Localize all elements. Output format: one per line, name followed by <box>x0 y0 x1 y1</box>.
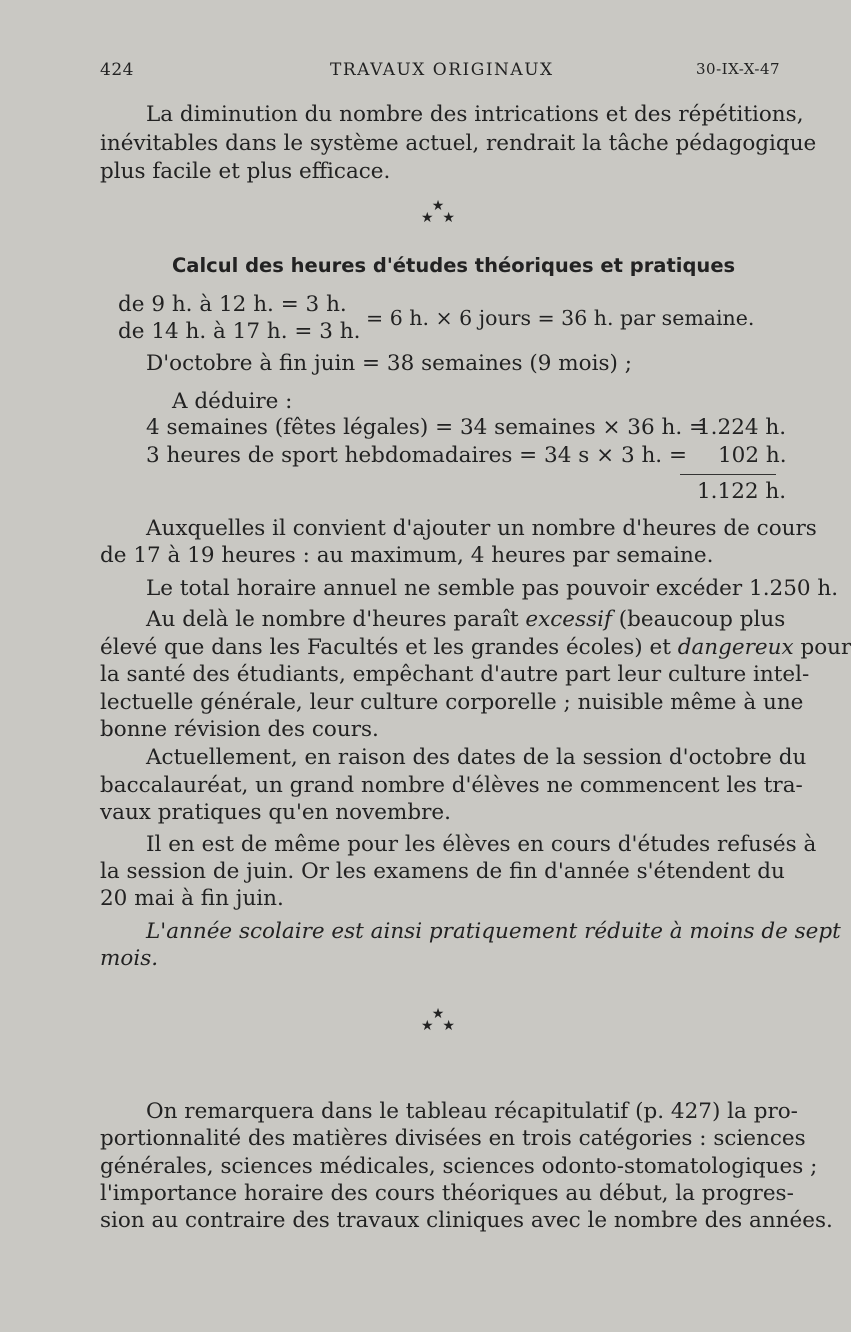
issue-date: 30-IX-X-47 <box>696 60 781 78</box>
calc-row-2: de 14 h. à 17 h. = 3 h. <box>118 319 361 344</box>
para3-line-2: élevé que dans les Facultés et les grandes écoles) et dangereux pour <box>100 635 851 660</box>
closing-line-1: On remarquera dans le tableau récapitulatif (p. 427) la pro- <box>146 1099 798 1124</box>
calc-row-1: de 9 h. à 12 h. = 3 h. <box>118 292 347 317</box>
intro-line-2: inévitables dans le système actuel, rendrait la tâche pédagogique <box>100 131 817 156</box>
para1-line-1: Auxquelles il convient d'ajouter un nombre d'heures de cours <box>146 516 817 541</box>
deduct-label: A déduire : <box>172 389 293 414</box>
para4-line-2: baccalauréat, un grand nombre d'élèves ne commencent les tra- <box>100 773 803 798</box>
page-number: 424 <box>100 60 134 80</box>
sum-rule <box>680 474 776 475</box>
para5-line-3: 20 mai à fin juin. <box>100 886 284 911</box>
asterism-top: ★ ★ ★ <box>420 198 455 226</box>
para2-line-1: Le total horaire annuel ne semble pas pouvoir excéder 1.250 h. <box>146 576 839 601</box>
closing-line-3: générales, sciences médicales, sciences odonto-stomatologiques ; <box>100 1154 818 1179</box>
para5-line-1: Il en est de même pour les élèves en cours d'études refusés à <box>146 832 817 857</box>
para1-line-2: de 17 à 19 heures : au maximum, 4 heures par semaine. <box>100 543 714 568</box>
intro-line-3: plus facile et plus efficace. <box>100 159 391 184</box>
deduct-value-2: 102 h. <box>718 443 787 468</box>
total-value: 1.122 h. <box>697 479 787 504</box>
closing-line-4: l'importance horaire des cours théoriques au début, la progres- <box>100 1181 794 1206</box>
section-title: Calcul des heures d'études théoriques et pratiques <box>172 254 736 277</box>
calc-period: D'octobre à fin juin = 38 semaines (9 mois) ; <box>146 351 632 376</box>
para3-line-4: lectuelle générale, leur culture corporelle ; nuisible même à une <box>100 690 804 715</box>
para3-line-1: Au delà le nombre d'heures paraît excessif (beaucoup plus <box>146 607 786 632</box>
deduct-line-2: 3 heures de sport hebdomadaires = 34 s × 3 h. = <box>146 443 687 468</box>
closing-line-5: sion au contraire des travaux cliniques avec le nombre des années. <box>100 1208 833 1233</box>
closing-line-2: portionnalité des matières divisées en trois catégories : sciences <box>100 1126 806 1151</box>
deduct-line-1: 4 semaines (fêtes légales) = 34 semaines × 36 h. = <box>146 415 708 440</box>
running-title: TRAVAUX ORIGINAUX <box>330 60 554 80</box>
para6-line-1: L'année scolaire est ainsi pratiquement réduite à moins de sept <box>146 919 841 944</box>
asterism-bottom: ★ ★ ★ <box>420 1006 455 1034</box>
intro-line-1: La diminution du nombre des intrications et des répétitions, <box>146 102 804 127</box>
calc-result: = 6 h. × 6 jours = 36 h. par semaine. <box>366 306 755 330</box>
para4-line-1: Actuellement, en raison des dates de la session d'octobre du <box>146 745 807 770</box>
para3-line-5: bonne révision des cours. <box>100 717 379 742</box>
para6-line-2: mois. <box>100 946 159 971</box>
para4-line-3: vaux pratiques qu'en novembre. <box>100 800 451 825</box>
para5-line-2: la session de juin. Or les examens de fin d'année s'étendent du <box>100 859 785 884</box>
deduct-value-1: 1.224 h. <box>697 415 787 440</box>
para3-line-3: la santé des étudiants, empêchant d'autre part leur culture intel- <box>100 662 810 687</box>
